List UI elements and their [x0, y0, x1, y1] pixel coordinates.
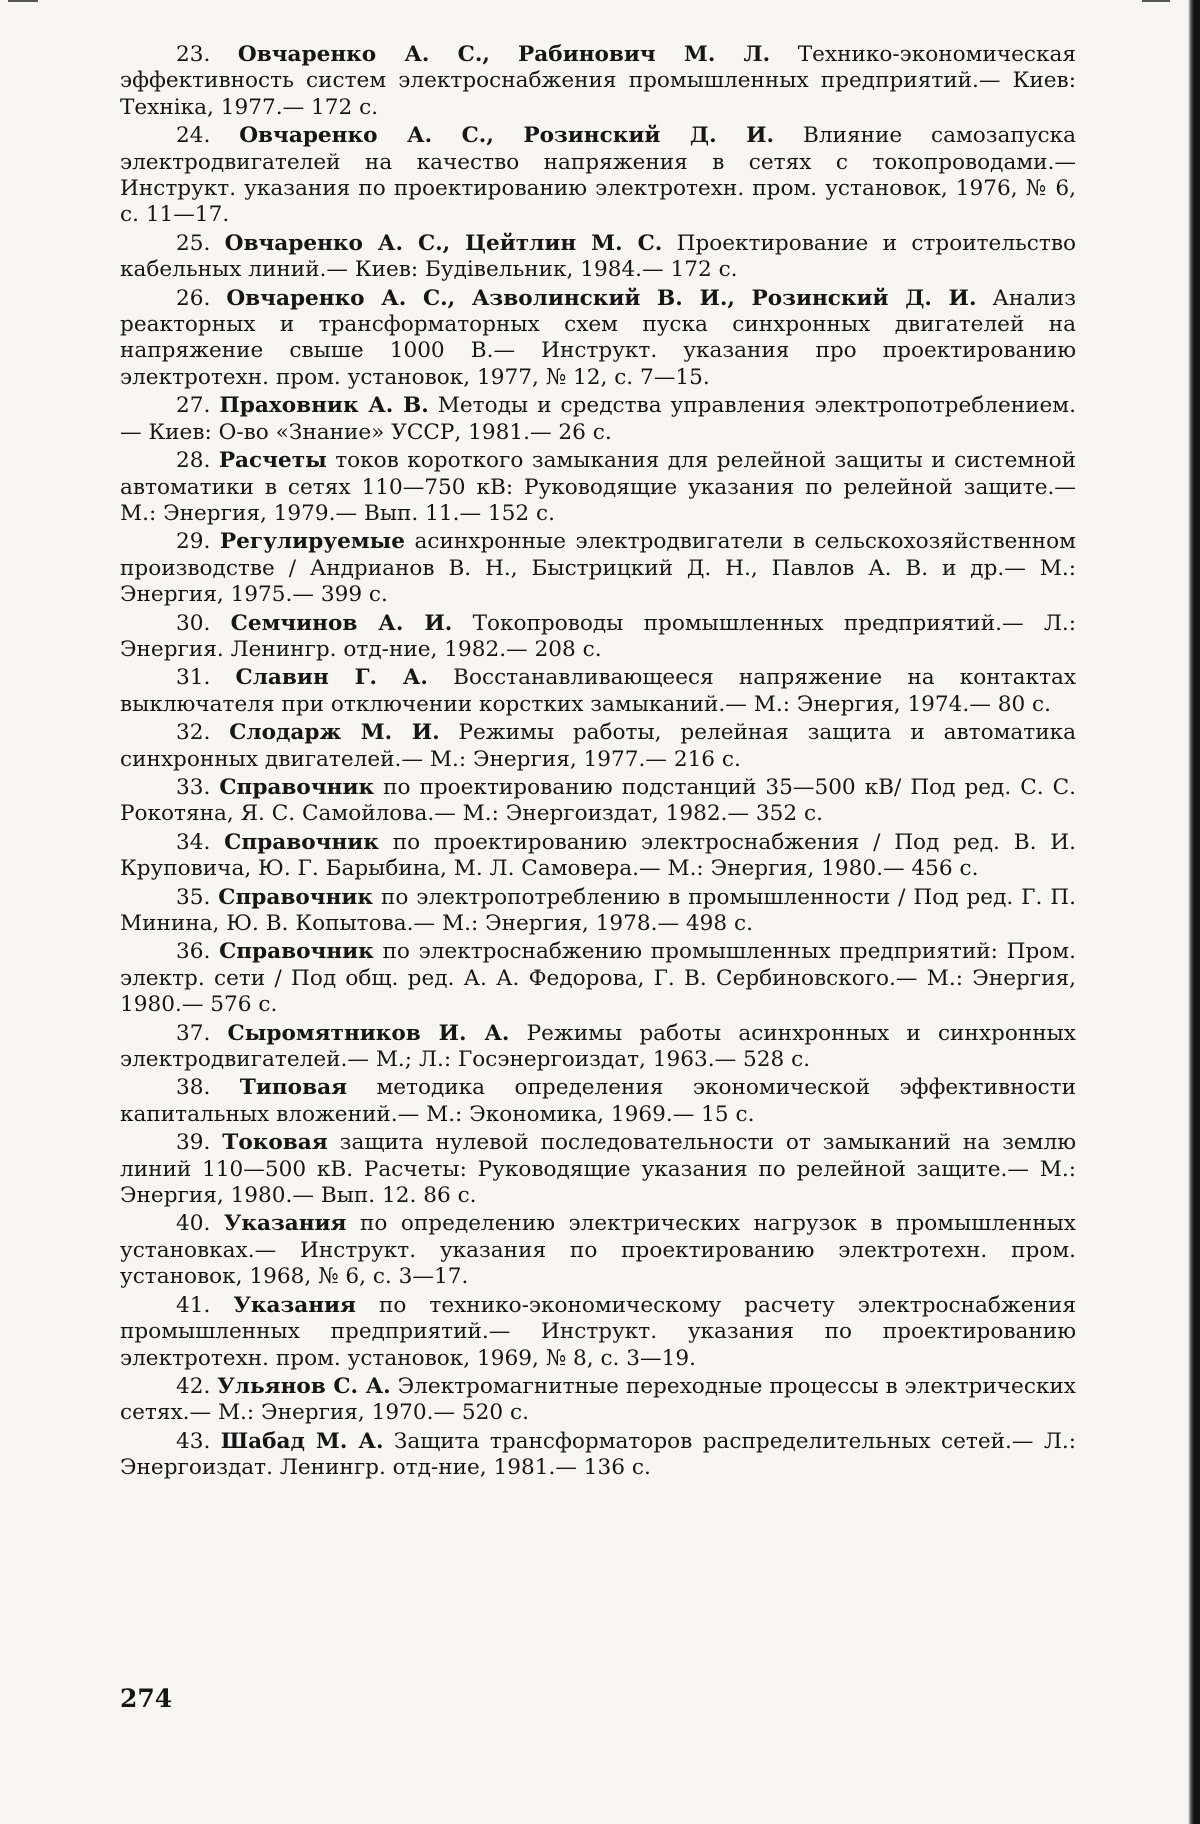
reference-item — [120, 529, 1076, 608]
reference-number: 35. — [176, 884, 211, 910]
reference-authors: Указания — [223, 1211, 347, 1237]
reference-number: 42. — [176, 1373, 211, 1399]
reference-text: Токопроводы промышленных предприятий.— Л.: Энергия. Ленингр. отд-ние, 1982.— 208 с. — [120, 610, 1076, 662]
page-binding-edge — [1188, 0, 1200, 1824]
reference-item — [120, 393, 1076, 446]
reference-item — [120, 939, 1076, 1018]
reference-item — [120, 1429, 1076, 1482]
reference-authors: Овчаренко А. С., Рабинович М. Л. — [237, 42, 771, 67]
reference-list — [120, 42, 1076, 1484]
reference-item — [120, 665, 1076, 718]
reference-authors: Справочник — [219, 774, 375, 800]
reference-authors: Семчинов А. И. — [230, 610, 453, 636]
reference-number: 30. — [176, 610, 211, 636]
reference-text: защита нулевой последовательности от замыканий на землю линий 110—500 кВ. Расчеты: Руководящие указания по релейной защите.— М.: Энергия, 1980.— Вып. 12. 86 с. — [120, 1130, 1076, 1209]
reference-number: 26. — [176, 285, 211, 311]
reference-number: 43. — [176, 1428, 211, 1454]
reference-number: 36. — [176, 939, 211, 965]
reference-number: 27. — [176, 393, 211, 419]
reference-authors: Ульянов С. А. — [217, 1373, 391, 1399]
reference-authors: Расчеты — [218, 448, 327, 474]
reference-item — [120, 231, 1076, 284]
reference-authors: Справочник — [224, 829, 379, 855]
reference-authors: Праховник А. В. — [219, 393, 429, 419]
reference-number: 24. — [176, 123, 211, 149]
reference-text: по технико-экономическому расчету электроснабжения промышленных предприятий.— Инструкт. указания по проектированию электротехн. пром. установок, 1969, № 8, с. 3—19. — [120, 1292, 1076, 1371]
reference-number: 34. — [176, 829, 211, 855]
reference-text: по электропотреблению в промышленности / Под ред. Г. П. Минина, Ю. В. Копытова.— М.: Энергия, 1978.— 498 с. — [120, 884, 1076, 936]
reference-authors: Справочник — [218, 884, 374, 910]
reference-text: Технико-экономическая эффективность систем электроснабжения промышленных предприятий.— Киев: Техніка, 1977.— 172 с. — [120, 42, 1076, 120]
reference-number: 28. — [176, 448, 211, 474]
reference-item — [120, 1130, 1076, 1209]
reference-item — [120, 286, 1076, 392]
reference-authors: Славин Г. А. — [235, 665, 428, 691]
reference-item — [120, 720, 1076, 773]
reference-authors: Сыромятников И. А. — [227, 1020, 510, 1046]
reference-item — [120, 775, 1076, 828]
reference-authors: Токовая — [222, 1130, 328, 1156]
reference-number: 25. — [176, 230, 211, 256]
reference-item — [120, 1211, 1076, 1290]
reference-number: 41. — [176, 1292, 211, 1318]
reference-authors: Регулируемые — [219, 529, 405, 555]
reference-authors: Справочник — [219, 939, 374, 965]
reference-number: 38. — [176, 1075, 211, 1101]
reference-item — [120, 1374, 1076, 1427]
reference-item — [120, 448, 1076, 527]
reference-item — [120, 42, 1076, 121]
reference-number: 33. — [176, 774, 211, 800]
reference-authors: Слодарж М. И. — [229, 720, 440, 746]
reference-text: Восстанавливающееся напряжение на контактах выключателя при отключении корстких замыканий.— М.: Энергия, 1974.— 80 с. — [120, 665, 1076, 717]
reference-number: 40. — [176, 1211, 211, 1237]
reference-authors: Овчаренко А. С., Розинский Д. И. — [239, 123, 775, 149]
reference-text: токов короткого замыкания для релейной защиты и системной автоматики в сетях 110—750 кВ: Руководящие указания по релейной защите.— М.: Энергия, 1979.— Вып. 11.— 152 с. — [120, 448, 1076, 526]
reference-authors: Овчаренко А. С., Цейтлин М. С. — [224, 230, 663, 256]
reference-text: по электроснабжению промышленных предприятий: Пром. электр. сети / Под общ. ред. А. А. Федорова, Г. В. Сербиновского.— М.: Энергия, 1980.— 576 с. — [120, 939, 1076, 1018]
reference-text: по проектированию электроснабжения / Под ред. В. И. Круповича, Ю. Г. Барыбина, М. Л. Самовера.— М.: Энергия, 1980.— 456 с. — [120, 829, 1076, 882]
reference-number: 29. — [176, 529, 211, 555]
reference-item — [120, 611, 1076, 664]
reference-number: 32. — [176, 720, 211, 746]
reference-text: Электромагнитные переходные процессы в электрических сетях.— М.: Энергия, 1970.— 520 с. — [120, 1373, 1076, 1426]
reference-authors: Шабад М. А. — [220, 1428, 384, 1454]
reference-text: Методы и средства управления электропотреблением.— Киев: О-во «Знание» УССР, 1981.— 26 с. — [120, 393, 1076, 445]
reference-text: по определению электрических нагрузок в промышленных установках.— Инструкт. указания по проектированию электротехн. пром. установок, 1968, № 6, с. 3—17. — [120, 1211, 1076, 1290]
reference-text: по проектированию подстанций 35—500 кВ/ Под ред. С. С. Рокотяна, Я. С. Самойлова.— М.: Энергоиздат, 1982.— 352 с. — [120, 774, 1076, 827]
reference-number: 23. — [176, 42, 211, 67]
reference-item — [120, 1293, 1076, 1372]
reference-text: Режимы работы асинхронных и синхронных электродвигателей.— М.; Л.: Госэнергоиздат, 1963.— 528 с. — [120, 1020, 1076, 1073]
reference-authors: Овчаренко А. С., Азволинский В. И., Розинский Д. И. — [226, 285, 977, 311]
reference-number: 37. — [176, 1020, 211, 1046]
reference-item — [120, 123, 1076, 229]
reference-item — [120, 830, 1076, 883]
reference-number: 39. — [176, 1130, 211, 1156]
page-number: 274 — [120, 1684, 173, 1713]
reference-text: Режимы работы, релейная защита и автоматика синхронных двигателей.— М.: Энергия, 1977.— 216 с. — [120, 720, 1076, 772]
reference-text: Проектирование и строительство кабельных линий.— Киев: Будівельник, 1984.— 172 с. — [120, 230, 1076, 283]
scan-mark — [8, 0, 38, 2]
reference-text: Влияние самозапуска электродвигателей на качество напряжения в сетях с токопроводами.— Инструкт. указания по проектированию электротехн. пром. установок, 1976, № 6, с. 11—17. — [120, 123, 1076, 228]
reference-authors: Типовая — [239, 1075, 348, 1101]
reference-text: асинхронные электродвигатели в сельскохозяйственном производстве / Андрианов В. Н., Быстрицкий Д. Н., Павлов А. В. и др.— М.: Энергия, 1975.— 399 с. — [120, 529, 1076, 608]
reference-text: методика определения экономической эффективности капитальных вложений.— М.: Экономика, 1969.— 15 с. — [120, 1075, 1076, 1127]
reference-text: Анализ реакторных и трансформаторных схем пуска синхронных двигателей на напряжение свыше 1000 В.— Инструкт. указания про проектированию электротехн. пром. установок, 1977, № 12, с. 7—15. — [120, 285, 1076, 390]
reference-number: 31. — [176, 665, 211, 691]
reference-item — [120, 1075, 1076, 1128]
reference-authors: Указания — [233, 1292, 357, 1318]
reference-item — [120, 1021, 1076, 1074]
reference-item — [120, 885, 1076, 938]
scan-mark — [1142, 0, 1170, 2]
reference-text: Защита трансформаторов распределительных сетей.— Л.: Энергоиздат. Ленингр. отд-ние, 1981.— 136 с. — [120, 1428, 1076, 1481]
